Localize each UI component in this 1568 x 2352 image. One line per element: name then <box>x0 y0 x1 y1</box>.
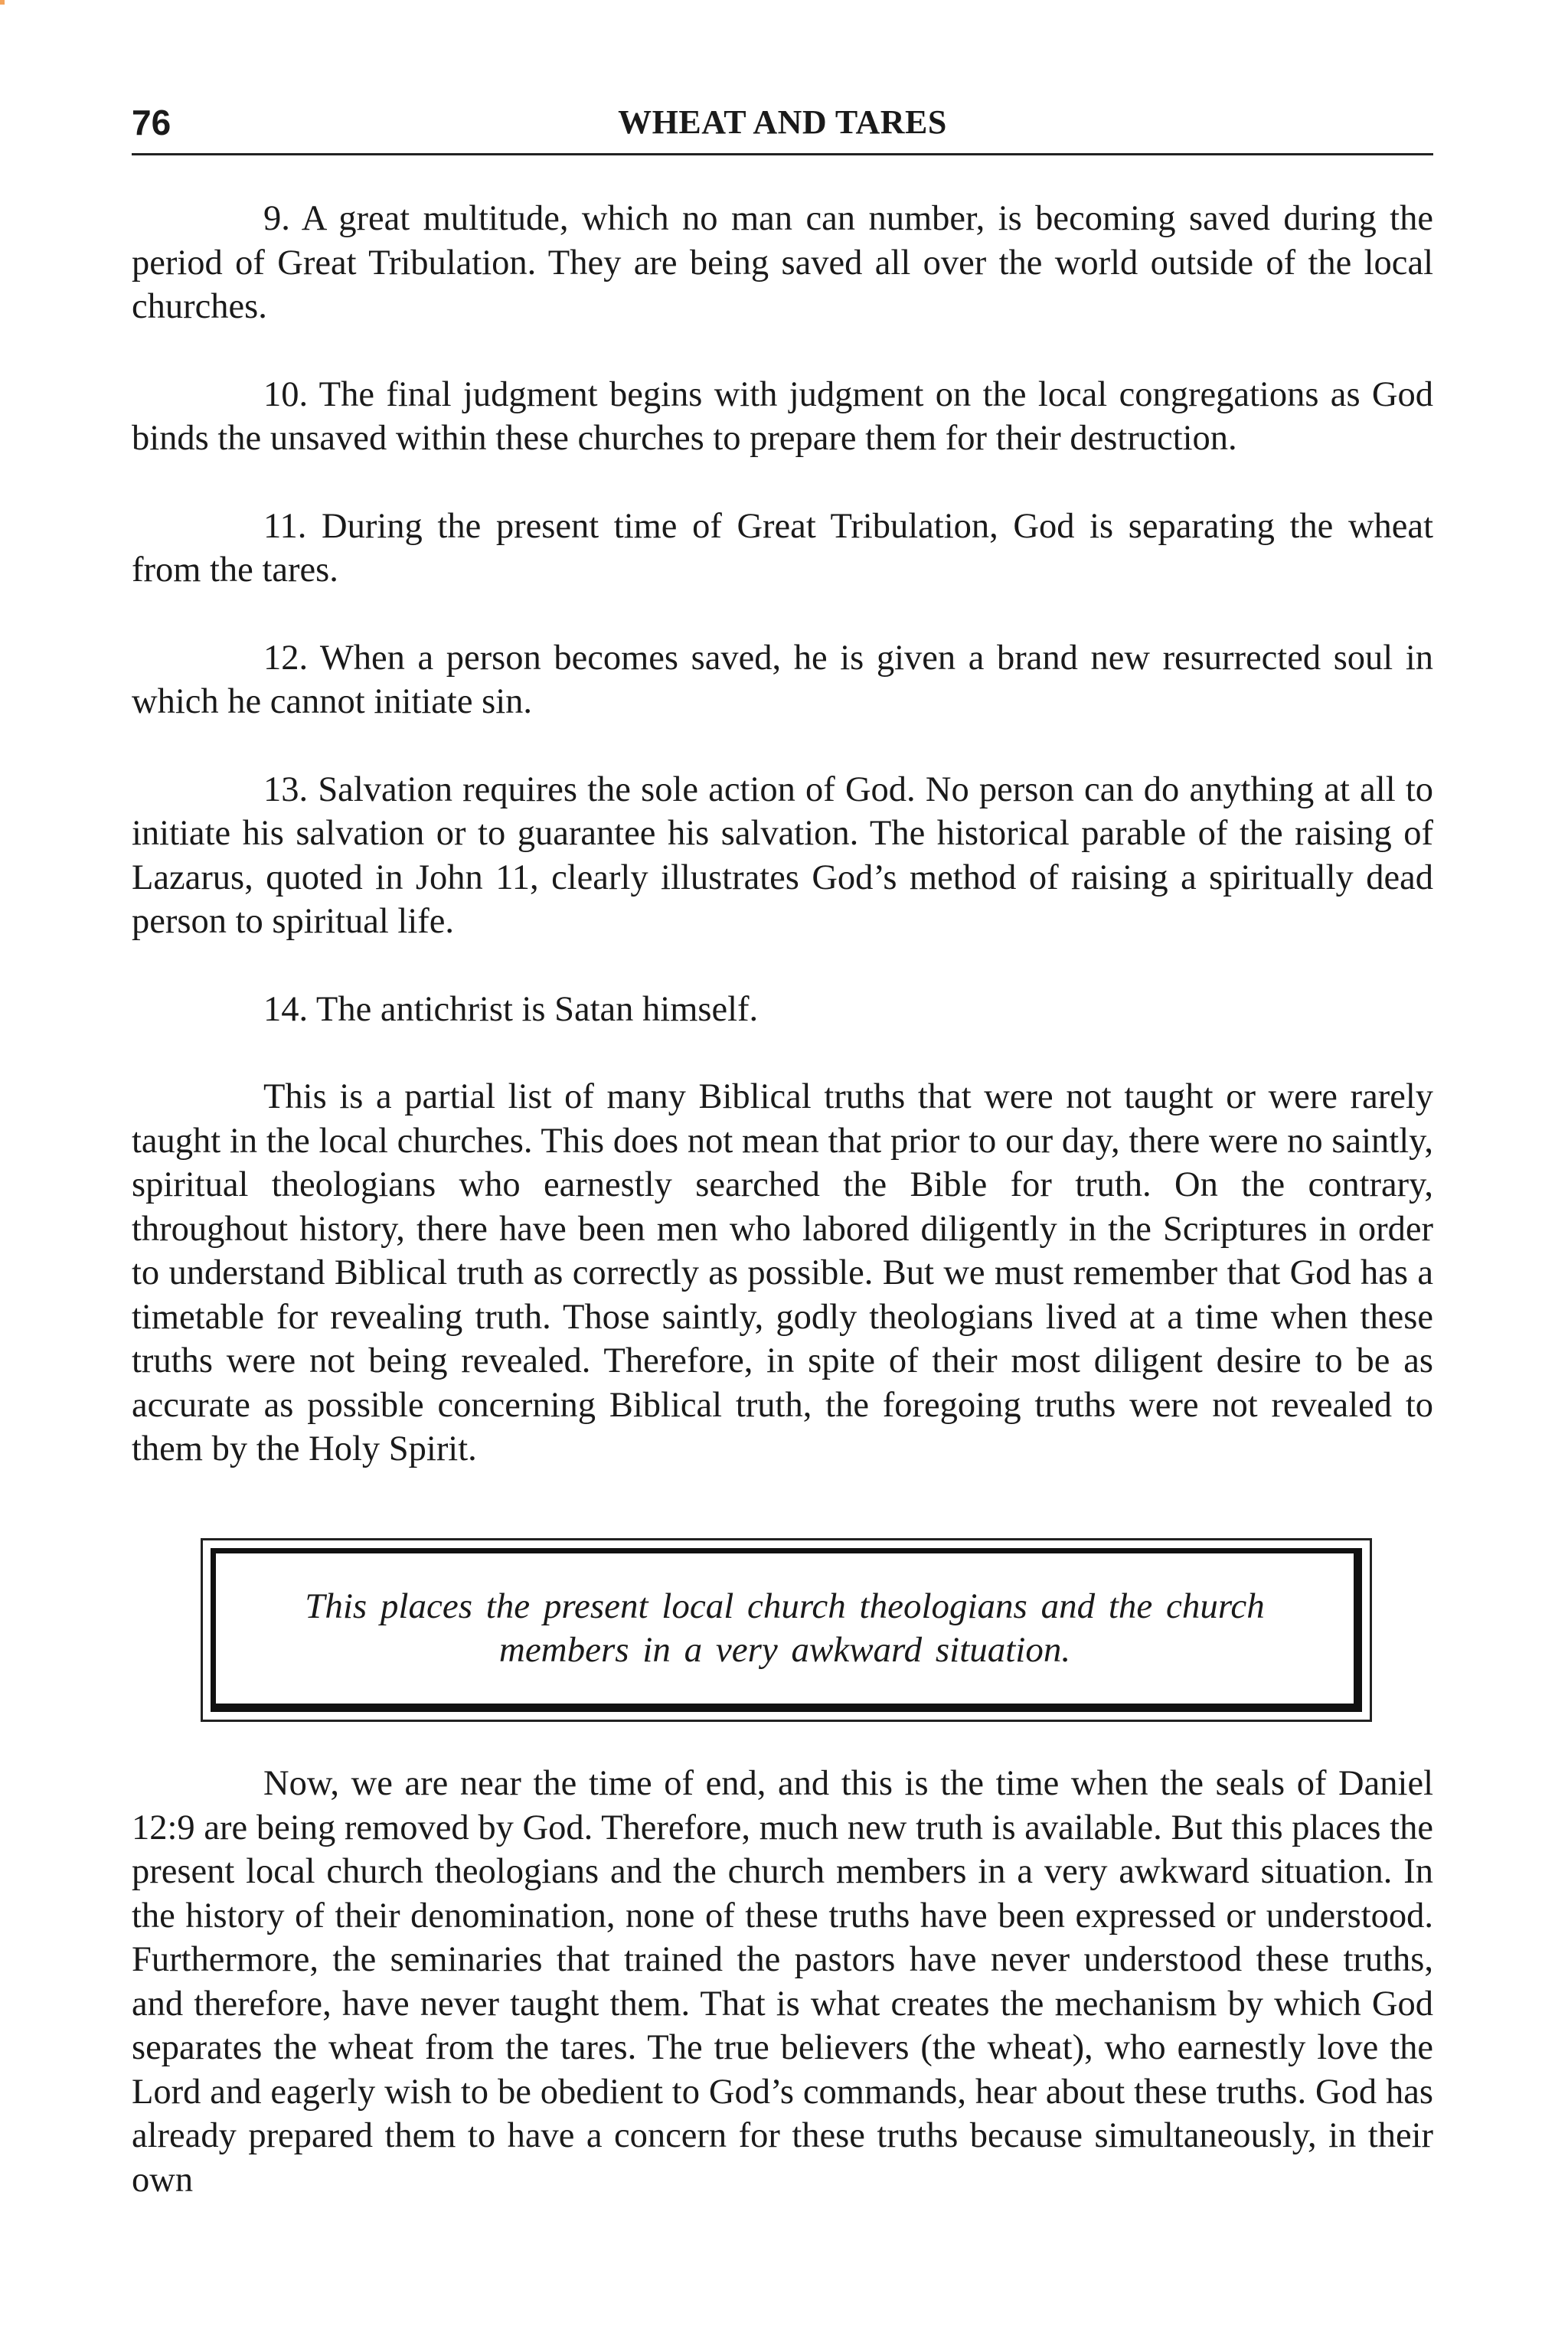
list-item-12: 12. When a person becomes saved, he is given a brand new resurrected soul in which he cannot initiate sin. <box>132 638 1433 721</box>
list-item-11: 11. During the present time of Great Tribulation, God is separating the wheat from the tares. <box>132 506 1433 590</box>
callout-text: This places the present local church theologians and the church members in a very awkward situation. <box>305 1586 1265 1670</box>
body-text-after-callout <box>132 1762 1433 2202</box>
body-paragraph: This is a partial list of many Biblical truths that were not taught or were rarely taught in the local churches. This does not mean that prior to our day, there were no saintly, spiritual theologians who earnestly searched the Bible for truth. On the contrary, throughout history, there have been men who labored diligently in the Scriptures in order to understand Biblical truth as correctly as possible. But we must remember that God has a timetable for revealing truth. Those saintly, godly theologians lived at a time when these truths were not being revealed. Therefore, in spite of their most diligent desire to be as accurate as possible concerning Biblical truth, the foregoing truths were not revealed to them by the Holy Spirit. <box>132 1077 1433 1468</box>
callout-box <box>201 1538 1372 1722</box>
list-item-14: 14. The antichrist is Satan himself. <box>263 989 759 1029</box>
scan-corner-mark <box>0 0 5 5</box>
list-item-9: 9. A great multitude, which no man can number, is becoming saved during the period of Great Tribulation. They are being saved all over the world outside of the local churches. <box>132 199 1433 326</box>
list-item-13: 13. Salvation requires the sole action of God. No person can do anything at all to initiate his salvation or to guarantee his salvation. The historical parable of the raising of Lazarus, quoted in John 11, clearly illustrates God’s method of raising a spiritually dead person to spiritual life. <box>132 769 1433 941</box>
body-paragraph: Now, we are near the time of end, and this is the time when the seals of Daniel 12:9 are being removed by God. Therefore, much new truth is available. But this places the present local church theologians and the church members in a very awkward situation. In the history of their denomination, none of these truths have been expressed or understood. Furthermore, the seminaries that trained the pastors have never understood these truths, and therefore, have never taught them. That is what creates the mechanism by which God separates the wheat from the tares. The true believers (the wheat), who earnestly love the Lord and eagerly wish to be obedient to God’s commands, hear about these truths. God has already prepared them to have a concern for these truths because simultaneously, in their own <box>132 1764 1433 2200</box>
callout-frame <box>211 1548 1362 1712</box>
list-item-10: 10. The final judgment begins with judgment on the local congregations as God binds the unsaved within these churches to prepare them for their destruction. <box>132 374 1433 458</box>
body-text-before-callout <box>132 197 1433 1472</box>
page-number: 76 <box>132 103 172 142</box>
page-header <box>132 100 1433 155</box>
running-title: WHEAT AND TARES <box>618 103 947 141</box>
